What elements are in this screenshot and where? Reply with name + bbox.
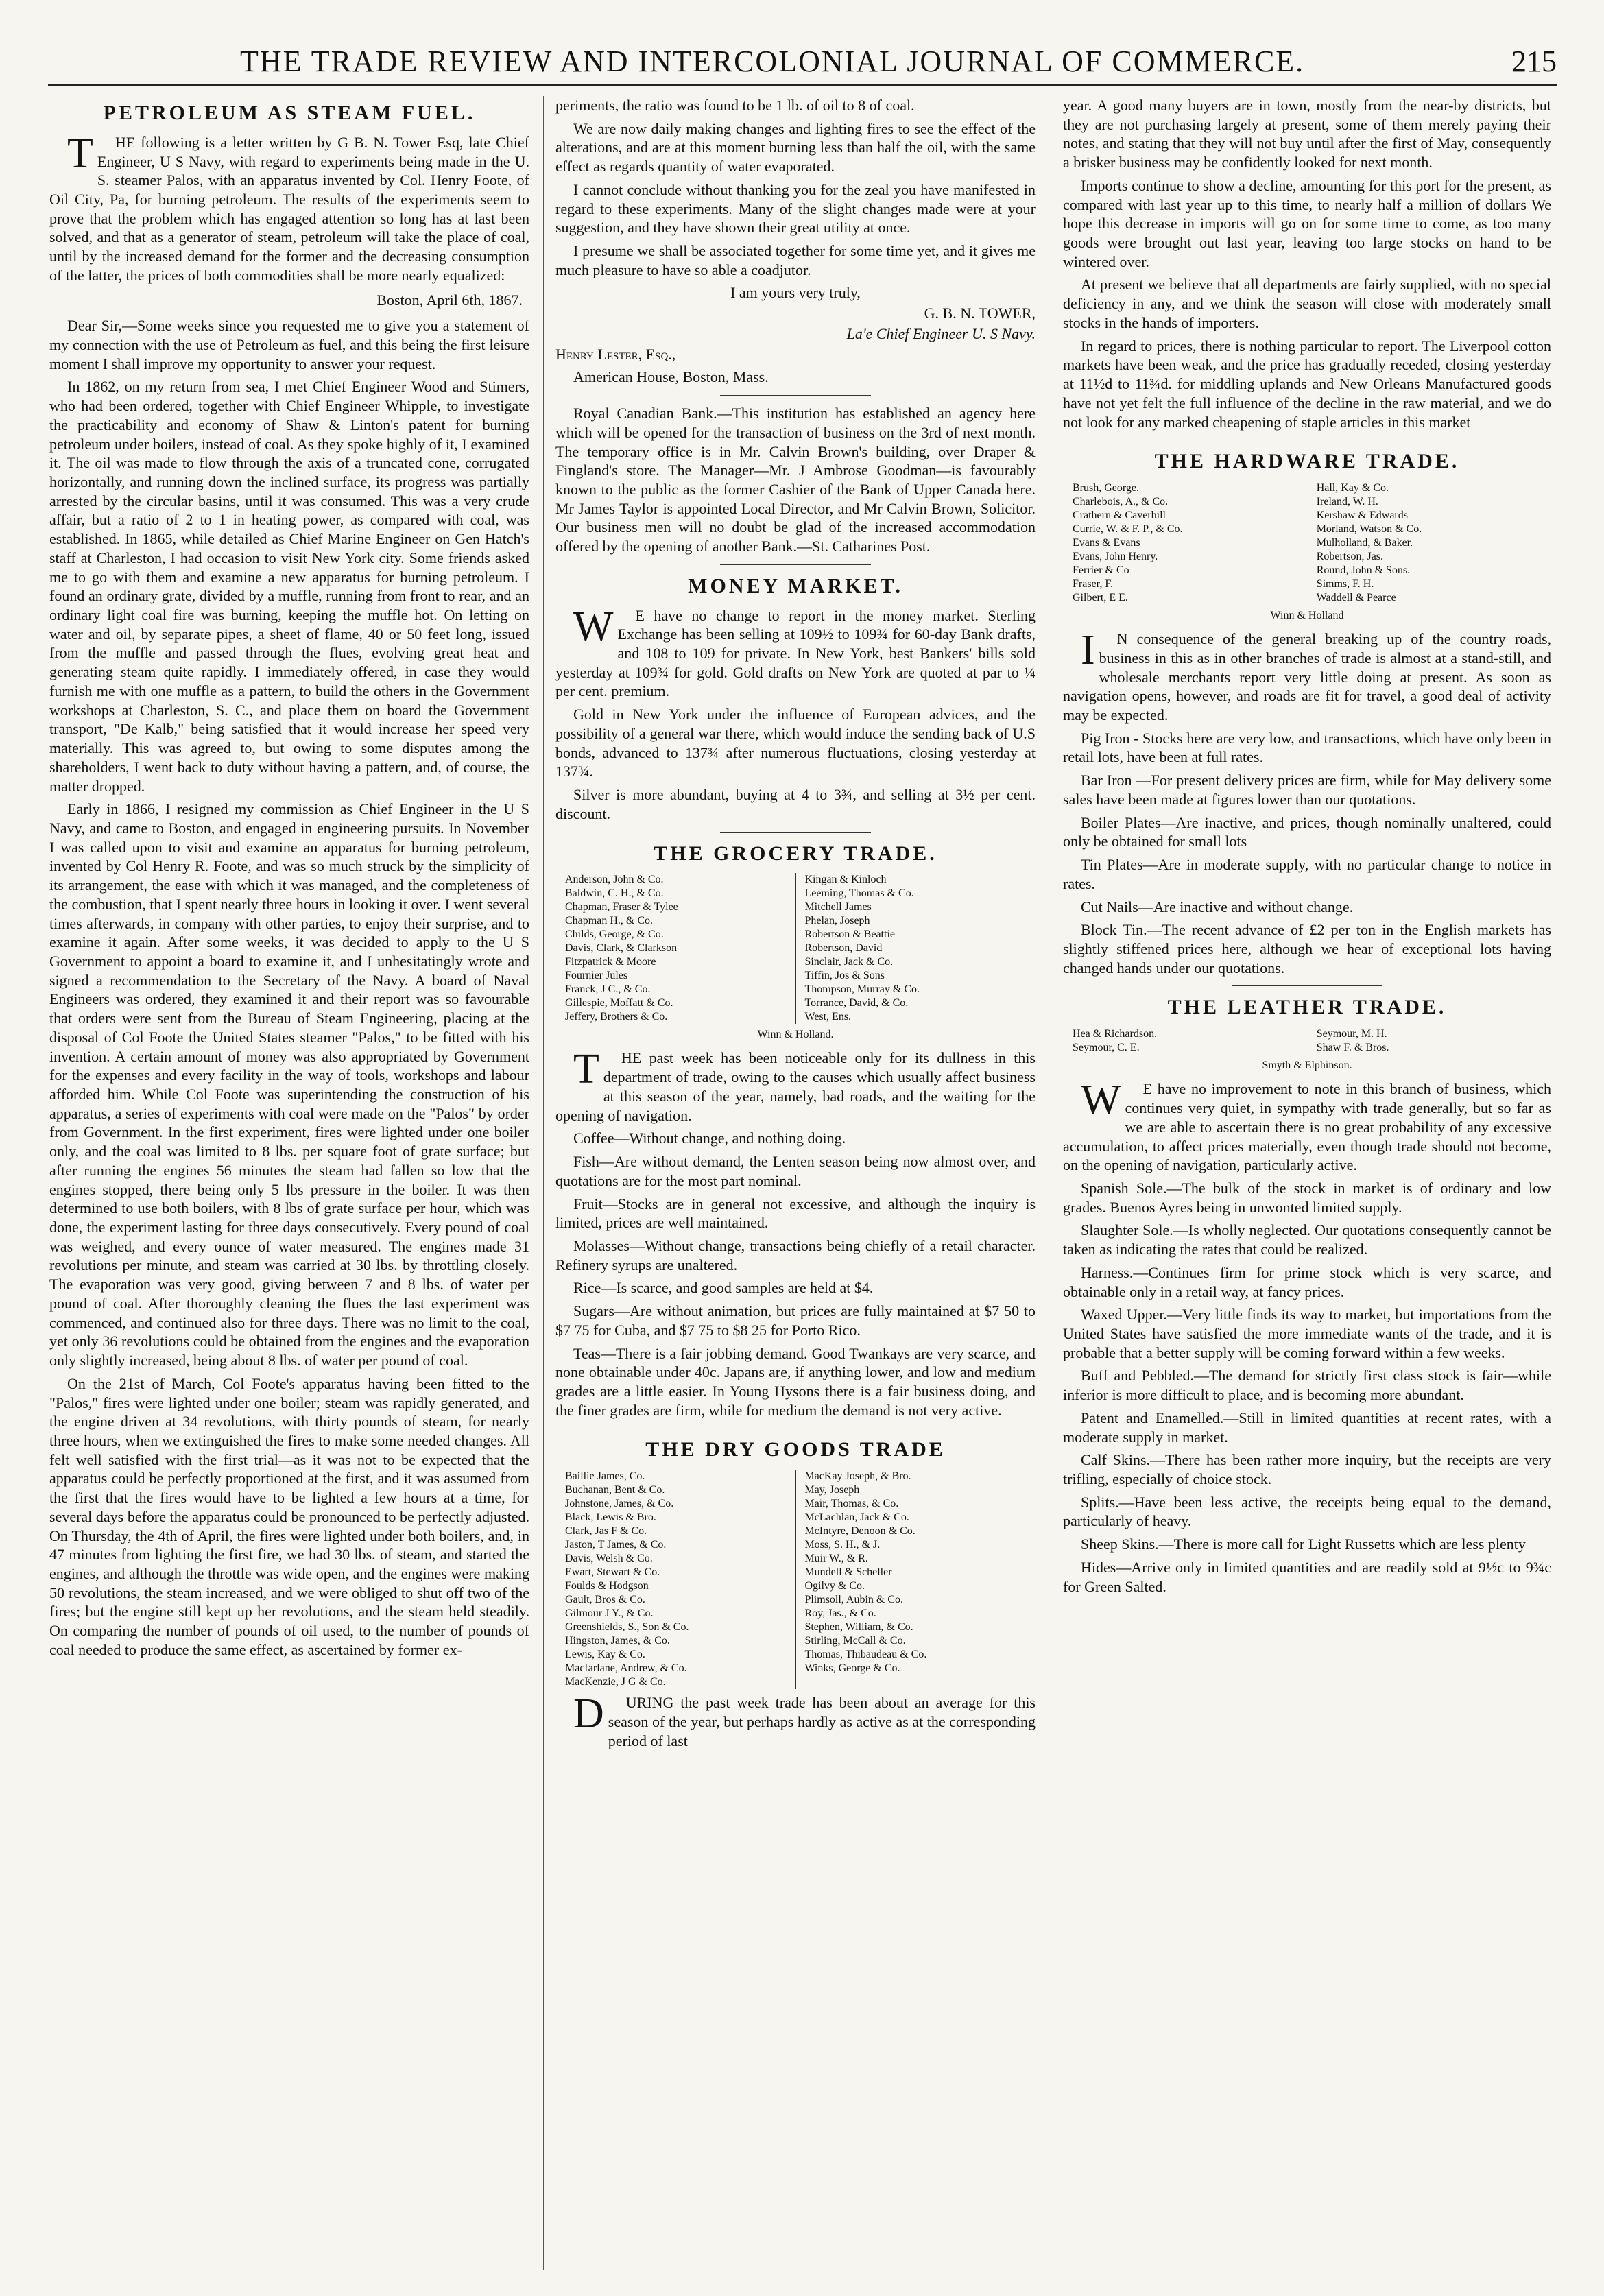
leather-heading: THE LEATHER TRADE. — [1167, 996, 1447, 1019]
dry-goods-names-right — [795, 1470, 1026, 1689]
firm-name: Seymour, C. E. — [1073, 1042, 1140, 1054]
firm-name: Evans & Evans — [1073, 537, 1140, 549]
firm-name: Torrance, David, & Co. — [804, 997, 909, 1009]
firm-name: Macfarlane, Andrew, & Co. — [565, 1662, 687, 1675]
firm-name: Stirling, McCall & Co. — [804, 1635, 906, 1647]
column-3 — [1063, 96, 1551, 2270]
letter-closing: I am yours very truly, — [730, 284, 861, 302]
petroleum-intro: THE following is a letter written by G B. N. Tower Esq, late Chief Engineer, U S Navy, with regard to experiments being made in the U. S. steamer Palos, with an apparatus invented by Col. Henry Foote, of Oil City, Pa, for burning petroleum. The results of the experiments seem to prove that the problem which has engaged attention so long has at last been solved, and that as a generator of steam, petroleum will take the place of coal, until by the increased demand for the former and the decreasing consumption of the latter, the prices of both commodities shall be more nearly equalized: — [49, 130, 529, 284]
letter-paragraph: periments, the ratio was found to be 1 lb. of oil to 8 of coal. — [555, 97, 915, 114]
firm-name: Plimsoll, Aubin & Co. — [804, 1594, 904, 1606]
firm-name: Jeffery, Brothers & Co. — [565, 1011, 668, 1023]
leather-paragraph: Waxed Upper.—Very little finds its way to market, but importations from the United States have satisfied the more immediate wants of the trade, and it is probable that a better supply will be coming forward within a few weeks. — [1063, 1306, 1551, 1361]
firm-name: Baillie James, Co. — [565, 1470, 645, 1483]
money-market-heading: MONEY MARKET. — [688, 574, 903, 597]
firm-name: Round, John & Sons. — [1316, 564, 1411, 577]
leather-paragraph: Hides—Arrive only in limited quantities and are readily sold at 9½c to 9¾c for Green Salted. — [1063, 1558, 1551, 1595]
grocery-paragraph: THE past week has been noticeable only for its dullness in this department of trade, owing to the causes which usually affect business at this season of the year, namely, bad roads, and the waiting for the opening of navigation. — [555, 1046, 1036, 1124]
dry-goods-paragraph: At present we believe that all departments are fairly supplied, with no special deficiency in any, and we think the season will close with moderately small stocks in the hands of importers. — [1063, 276, 1551, 331]
firm-name: Fraser, F. — [1073, 578, 1113, 590]
firm-name: Thomas, Thibaudeau & Co. — [804, 1649, 927, 1661]
firm-name: Winks, George & Co. — [804, 1662, 900, 1675]
grocery-reporter: Winn & Holland. — [757, 1029, 834, 1041]
firm-name: Mitchell James — [804, 901, 872, 913]
letter-signer-title: La'e Chief Engineer U. S Navy. — [846, 324, 1036, 342]
dry-goods-heading: THE DRY GOODS TRADE — [645, 1438, 946, 1461]
separator — [1232, 985, 1382, 986]
grocery-paragraph: Rice—Is scarce, and good samples are held at $4. — [573, 1279, 874, 1297]
firm-name: Gilbert, E E. — [1073, 592, 1128, 604]
hardware-firm-list — [1073, 481, 1542, 605]
dry-goods-firm-list — [565, 1470, 1026, 1689]
firm-name: Tiffin, Jos & Sons — [804, 970, 885, 982]
grocery-paragraph: Coffee—Without change, and nothing doing. — [573, 1129, 846, 1147]
firm-name: Chapman, Fraser & Tylee — [565, 901, 678, 913]
grocery-names-left — [565, 873, 787, 1024]
money-paragraph: Silver is more abundant, buying at 4 to 3¾, and selling at 3½ per cent. discount. — [555, 786, 1036, 822]
letter-dateline: Boston, April 6th, 1867. — [376, 291, 523, 309]
firm-name: Fitzpatrick & Moore — [565, 956, 656, 968]
firm-name: Jaston, T James, & Co. — [565, 1539, 667, 1551]
firm-name: Johnstone, James, & Co. — [565, 1498, 674, 1510]
firm-name: McLachlan, Jack & Co. — [804, 1511, 909, 1524]
hardware-paragraph: Pig Iron - Stocks here are very low, and transactions, which have only been in retail lots, have been at full rates. — [1063, 729, 1551, 766]
firm-name: Robertson & Beattie — [804, 929, 895, 941]
firm-name: MacKay Joseph, & Bro. — [804, 1470, 911, 1483]
hardware-paragraph: Boiler Plates—Are inactive, and prices, though nominally unaltered, could only be obtained for small lots — [1063, 813, 1551, 850]
hardware-paragraph: Bar Iron —For present delivery prices are firm, while for May delivery some sales have been made at figures lower than our quotations. — [1063, 772, 1551, 808]
journal-title: THE TRADE REVIEW AND INTERCOLONIAL JOURNAL OF COMMERCE. — [240, 45, 1305, 78]
leather-names-right — [1308, 1027, 1542, 1055]
firm-name: Gilmour J Y., & Co. — [565, 1607, 654, 1620]
letter-paragraph: We are now daily making changes and lighting fires to see the effect of the alterations, and are at this moment burning less than half the oil, with the same effect as regards quantity of water evaporated. — [555, 119, 1036, 176]
firm-name: Black, Lewis & Bro. — [565, 1511, 656, 1524]
grocery-heading: THE GROCERY TRADE. — [654, 841, 937, 865]
firm-name: Davis, Clark, & Clarkson — [565, 942, 678, 955]
leather-paragraph: Spanish Sole.—The bulk of the stock in market is of ordinary and low grades. Buenos Ayres being in unwonted limited supply. — [1063, 1179, 1551, 1216]
leather-paragraph: Slaughter Sole.—Is wholly neglected. Our quotations consequently cannot be taken as indicating the rates that could be realized. — [1063, 1221, 1551, 1258]
letter-paragraph: On the 21st of March, Col Foote's apparatus having been fitted to the "Palos," fires were lighted under one boiler; steam was rapidly generated, and the engine driven at 34 revolutions, with thirty pounds of steam, for nearly three hours, when we extinguished the fires to make some needed changes. All felt well satisfied with the first trial—as it was not to be expected that the apparatus could be perfectly proportioned at the first, and it was assumed from the first that the fires would have to be lighted a few hours at a time, for several days before the apparatus could be pronounced to be perfectly adjusted. On Thursday, the 4th of April, the fires were lighted under both boilers, and, in 47 minutes from lighting the first fire, we had 30 lbs. of steam, and started the engines, and although the throttle was wide open, and the engines were making 50 revolutions, the steam increased, and we were obliged to shut off two of the fires; but the engine still kept up her revolutions, and the steam held steadily. On comparing the number of pounds of oil used, to the number of pounds of coal needed to produce the same effect, as ascertained by former ex- — [49, 1374, 529, 1658]
firm-name: Davis, Welsh & Co. — [565, 1553, 653, 1565]
grocery-paragraph: Fish—Are without demand, the Lenten season being now almost over, and quotations are for the most part nominal. — [555, 1153, 1036, 1189]
firm-name: Currie, W. & F. P., & Co. — [1073, 523, 1183, 536]
firm-name: Gault, Bros & Co. — [565, 1594, 645, 1606]
firm-name: McIntyre, Denoon & Co. — [804, 1525, 915, 1538]
firm-name: Ireland, W. H. — [1316, 496, 1378, 508]
firm-name: Foulds & Hodgson — [565, 1580, 649, 1592]
firm-name: Seymour, M. H. — [1316, 1028, 1387, 1040]
column-divider — [543, 96, 544, 2270]
firm-name: Leeming, Thomas & Co. — [804, 887, 914, 900]
firm-name: Simms, F. H. — [1316, 578, 1374, 590]
hardware-paragraph: Tin Plates—Are in moderate supply, with no particular change to notice in rates. — [1063, 856, 1551, 892]
firm-name: Mair, Thomas, & Co. — [804, 1498, 899, 1510]
dry-goods-paragraph: In regard to prices, there is nothing particular to report. The Liverpool cotton markets have been weak, and the price has gradually receded, closing yesterday at 11½d to 11¾d. for middling uplands and New Orleans Manufactured goods have not yet felt the full influence of the decline in the raw material, and we do not look for any marked cheapening of staple articles in this market — [1063, 337, 1551, 431]
letter-addressee-place: American House, Boston, Mass. — [573, 368, 769, 386]
money-paragraph: Gold in New York under the influence of European advices, and the possibility of a general war there, which would induce the sending back of U.S bonds, advanced to 137¾ after numerous fluctuations, closing yesterday at 137¾. — [555, 706, 1036, 780]
dry-goods-paragraph: Imports continue to show a decline, amounting for this port for the present, as compared with last year up to this time, to nearly half a million of dollars We hope this decrease in imports will go on for some time to come, as too many goods were brought out last year, leaving too large stocks on hand to be wintered over. — [1063, 176, 1551, 270]
letter-paragraph: I presume we shall be associated together for some time yet, and it gives me much pleasure to have so able a coadjutor. — [555, 242, 1036, 278]
firm-name: Childs, George, & Co. — [565, 929, 664, 941]
firm-name: Thompson, Murray & Co. — [804, 983, 920, 996]
firm-name: Chapman H., & Co. — [565, 915, 653, 927]
header-rule — [48, 84, 1557, 86]
firm-name: Hingston, James, & Co. — [565, 1635, 670, 1647]
grocery-names-right — [795, 873, 1026, 1024]
firm-name: Baldwin, C. H., & Co. — [565, 887, 664, 900]
hardware-heading: THE HARDWARE TRADE. — [1154, 450, 1460, 473]
separator — [720, 832, 871, 833]
hardware-names-left — [1073, 481, 1297, 605]
firm-name: Roy, Jas., & Co. — [804, 1607, 876, 1620]
money-paragraph: WE have no change to report in the money market. Sterling Exchange has been selling at 109½ to 109¾ for 60-day Bank drafts, and 108 to 109 for private. In New York, best Bankers' bills sold yesterday at 109¾ for gold. Gold drafts on New York are quoted at par to ¼ per cent. premium. — [555, 603, 1036, 700]
hardware-paragraph: Cut Nails—Are inactive and without change. — [1081, 898, 1354, 916]
page-number: 215 — [1511, 45, 1557, 78]
firm-name: Mundell & Scheller — [804, 1566, 892, 1579]
firm-name: Kershaw & Edwards — [1316, 510, 1408, 522]
masthead — [48, 43, 1557, 84]
firm-name: Morland, Watson & Co. — [1316, 523, 1422, 536]
leather-paragraph: Patent and Enamelled.—Still in limited quantities at recent rates, with a moderate supply in market. — [1063, 1409, 1551, 1446]
hardware-paragraph: IN consequence of the general breaking up of the country roads, business in this as in other branches of trade is almost at a stand-still, and wholesale merchants report very little doing at present. As soon as navigation opens, however, and roads are fit for travel, a good deal of activity may be expected. — [1063, 627, 1551, 724]
separator — [720, 564, 871, 565]
firm-name: May, Joseph — [804, 1484, 860, 1496]
firm-name: Gillespie, Moffatt & Co. — [565, 997, 673, 1009]
leather-paragraph: Buff and Pebbled.—The demand for strictly first class stock is fair—while inferior is more difficult to place, and is becoming more abundant. — [1063, 1367, 1551, 1404]
grocery-paragraph: Molasses—Without change, transactions being chiefly of a retail character. Refinery syrups are unaltered. — [555, 1236, 1036, 1273]
firm-name: Fournier Jules — [565, 970, 628, 982]
firm-name: Kingan & Kinloch — [804, 874, 887, 886]
firm-name: Ogilvy & Co. — [804, 1580, 865, 1592]
firm-name: Ferrier & Co — [1073, 564, 1129, 577]
leather-paragraph: WE have no improvement to note in this branch of business, which continues very quiet, in sympathy with trade generally, but so far as we are able to ascertain there is no great probability of any excessive accumulation, to affect prices materially, even though trade should not become, on the opening of navigation, particularly active. — [1063, 1077, 1551, 1174]
firm-name: Shaw F. & Bros. — [1316, 1042, 1389, 1054]
firm-name: Hea & Richardson. — [1073, 1028, 1158, 1040]
dry-goods-paragraph: DURING the past week trade has been about an average for this season of the year, but perhaps hardly as active as at the corresponding period of last — [573, 1690, 1036, 1749]
firm-name: Buchanan, Bent & Co. — [565, 1484, 665, 1496]
firm-name: Ewart, Stewart & Co. — [565, 1566, 660, 1579]
firm-name: Robertson, Jas. — [1316, 551, 1384, 563]
letter-signer: G. B. N. TOWER, — [924, 304, 1036, 322]
firm-name: Charlebois, A., & Co. — [1073, 496, 1169, 508]
letter-paragraph: Dear Sir,—Some weeks since you requested me to give you a statement of my connection with the use of Petroleum as fuel, and this being the first leisure moment I shall improve my opportunity to answer your request. — [49, 317, 529, 372]
leather-paragraph: Sheep Skins.—There is more call for Light Russetts which are less plenty — [1081, 1535, 1526, 1553]
dry-goods-paragraph: year. A good many buyers are in town, mostly from the near-by districts, but they are not purchasing largely at present, some of them merely paying their notes, and stating that they will not buy until after the first of May, consequently a brisker business may be confidently looked for next month. — [1063, 97, 1551, 171]
hardware-names-right — [1308, 481, 1542, 605]
firm-name: Stephen, William, & Co. — [804, 1621, 913, 1634]
firm-name: Crathern & Caverhill — [1073, 510, 1166, 522]
hardware-reporter: Winn & Holland — [1270, 610, 1344, 622]
firm-name: Lewis, Kay & Co. — [565, 1649, 645, 1661]
grocery-firm-list — [565, 873, 1026, 1024]
leather-reporter: Smyth & Elphinson. — [1262, 1060, 1352, 1072]
dry-goods-names-left — [565, 1470, 787, 1689]
firm-name: Hall, Kay & Co. — [1316, 482, 1389, 494]
leather-firm-list — [1073, 1027, 1542, 1055]
firm-name: Phelan, Joseph — [804, 915, 870, 927]
letter-addressee: Henry Lester, Esq., — [555, 345, 676, 363]
leather-names-left — [1073, 1027, 1297, 1055]
hardware-paragraph: Block Tin.—The recent advance of £2 per ton in the English markets has slightly stiffened prices here, although we hear of exceptional lots having changed hands under our quotations. — [1063, 921, 1551, 977]
letter-paragraph: I cannot conclude without thanking you for the zeal you have manifested in regard to these experiments. Many of the slight changes made were at your suggestion, and they have shown their great utility at once. — [555, 180, 1036, 237]
firm-name: Waddell & Pearce — [1316, 592, 1396, 604]
column-2 — [555, 96, 1036, 2270]
firm-name: Muir W., & R. — [804, 1553, 868, 1565]
letter-paragraph: Early in 1866, I resigned my commission as Chief Engineer in the U S Navy, and came to Boston, and engaged in engineering pursuits. In November I was called upon to visit and examine an apparatus for burning petroleum, invented by Col Henry R. Foote, and was so much struck by the simplicity of its arrangement, the ease with which it was managed, and the completeness of the combustion, that I spent nearly three hours in looking it over. I went several times afterwards, in company with other parties, to enjoy their surprise, and to examine it again. After some weeks, it was decided to apply to the U S Government to appoint a board to examine it, and I unhesitatingly wrote and signed a recommendation to the Secretary of the Navy. A board of Naval Engineers was ordered, they examined it and their report was so favourable that orders were sent from the Bureau of Steam Engineering, placing at the disposal of Col Foote the United States steamer "Palos," to be fitted with his invention. A certain amount of money was also appropriated by Government for the expenses and every facility in the way of tools, workshops and labour afforded him. While Col Foote was superintending the construction of his apparatus, a series of experiments with coal were made on the "Palos" by order from Government. In the first experiment, fires were lighted under one boiler only, and the coal was limited to 8 lbs. per square foot of grate surface; but after running the engines 56 minutes the steam had fallen so low that the engines stopped, there being only 5 lbs pressure in the boiler. It was then determined to use both boilers, with 8 lbs of grate surface per hour, which was done, the experiment lasting for three days consecutively. Every pound of coal was weighed, and every ounce of water measured. The engines made 31 revolutions per minute, and steam was carried at 30 lbs. by throttling closely. The evaporation was very good, giving between 7 and 8 lbs. of water per pound of coal. After thoroughly cleaning the flues the last experiment was commenced, and continued also for three days. There was no limit to the coal, yet only 36 revolutions could be obtained from the engines and the evaporation only slightly increased, being about 8 lbs. of water per pound of coal. — [49, 800, 529, 1370]
grocery-paragraph: Teas—There is a fair jobbing demand. Good Twankays are very scarce, and none obtainable under 40c. Japans are, if anything lower, and low and medium grades are a little easier. In Young Hysons there is a fair business doing, and the finer grades are firm, while for medium the demand is not very active. — [555, 1344, 1036, 1419]
grocery-paragraph: Sugars—Are without animation, but prices are fully maintained at $7 50 to $7 75 for Cuba, and $7 75 to $8 25 for Porto Rico. — [555, 1302, 1036, 1339]
firm-name: Anderson, John & Co. — [565, 874, 664, 886]
firm-name: West, Ens. — [804, 1011, 852, 1023]
firm-name: MacKenzie, J G & Co. — [565, 1676, 666, 1688]
petroleum-heading: PETROLEUM AS STEAM FUEL. — [103, 101, 476, 124]
firm-name: Mulholland, & Baker. — [1316, 537, 1413, 549]
separator — [720, 395, 871, 396]
firm-name: Sinclair, Jack & Co. — [804, 956, 894, 968]
firm-name: Moss, S. H., & J. — [804, 1539, 881, 1551]
leather-paragraph: Splits.—Have been less active, the receipts being equal to the demand, particularly of heavy. — [1063, 1493, 1551, 1530]
letter-paragraph: In 1862, on my return from sea, I met Chief Engineer Wood and Stimers, who had been ordered, together with Chief Engineer Whipple, to investigate the practicability and economy of Shaw & Linton's patent for burning petroleum under boilers, instead of coal. As they spoke highly of it, I examined it. The oil was made to flow through the axis of a truncated cone, corrugated horizontally, and running down the inclined surface, its progress was partially arrested by the circular basins, until it was consumed. This was a very crude affair, but a ratio of 2 to 1 in heating power, as compared with coal, was established. In 1865, while detailed as Chief Marine Engineer on Gen Hatch's staff at Charleston, I had occasion to visit New York city. Some friends asked me to go with them and examine a new apparatus for burning petroleum. I found an ordinary grate, divided by a muffle, running from front to rear, and an ordinary light coal fire was burning, keeping the muffle hot. On letting on water and oil, by separate pipes, a sheet of flame, 40 or 50 feet long, issued from the muffle and passed through the flues, evolving great heat and generating steam quite rapidly. I immediately offered, in case they would furnish me with one muffle as a pattern, to build the others in the Government workshops at Charleston, S. C., and place them on board the Government transport, "De Kalb," being satisfied that it would increase her speed very materially. This was agreed to, but owing to some disputes among the shareholders, I went back to duty without having a pattern, and, of course, the matter dropped. — [49, 378, 529, 795]
grocery-paragraph: Fruit—Stocks are in general not excessive, and although the inquiry is limited, prices are well maintained. — [555, 1195, 1036, 1232]
firm-name: Evans, John Henry. — [1073, 551, 1158, 563]
firm-name: Franck, J C., & Co. — [565, 983, 651, 996]
bank-notice: Royal Canadian Bank.—This institution has established an agency here which will be opened for the transaction of business on the 3rd of next month. The temporary office is in Mr. Calvin Brown's building, over Draper & Fingland's store. The Manager—Mr. J Ambrose Goodman—is favourably known to the public as the former Cashier of the Bank of Upper Canada here. Mr James Taylor is appointed Local Director, and Mr Calvin Brown, Solicitor. Our business men will no doubt be glad of the increased accommodation offered by the opening of another Bank.—St. Catharines Post. — [555, 405, 1036, 555]
leather-paragraph: Harness.—Continues firm for prime stock which is very scarce, and obtainable only in a retail way, at fancy prices. — [1063, 1263, 1551, 1300]
firm-name: Brush, George. — [1073, 482, 1140, 494]
firm-name: Clark, Jas F & Co. — [565, 1525, 647, 1538]
firm-name: Greenshields, S., Son & Co. — [565, 1621, 689, 1634]
firm-name: Robertson, David — [804, 942, 883, 955]
leather-paragraph: Calf Skins.—There has been rather more inquiry, but the receipts are very trifling, especially of choice stock. — [1063, 1451, 1551, 1487]
column-1 — [49, 96, 529, 2270]
